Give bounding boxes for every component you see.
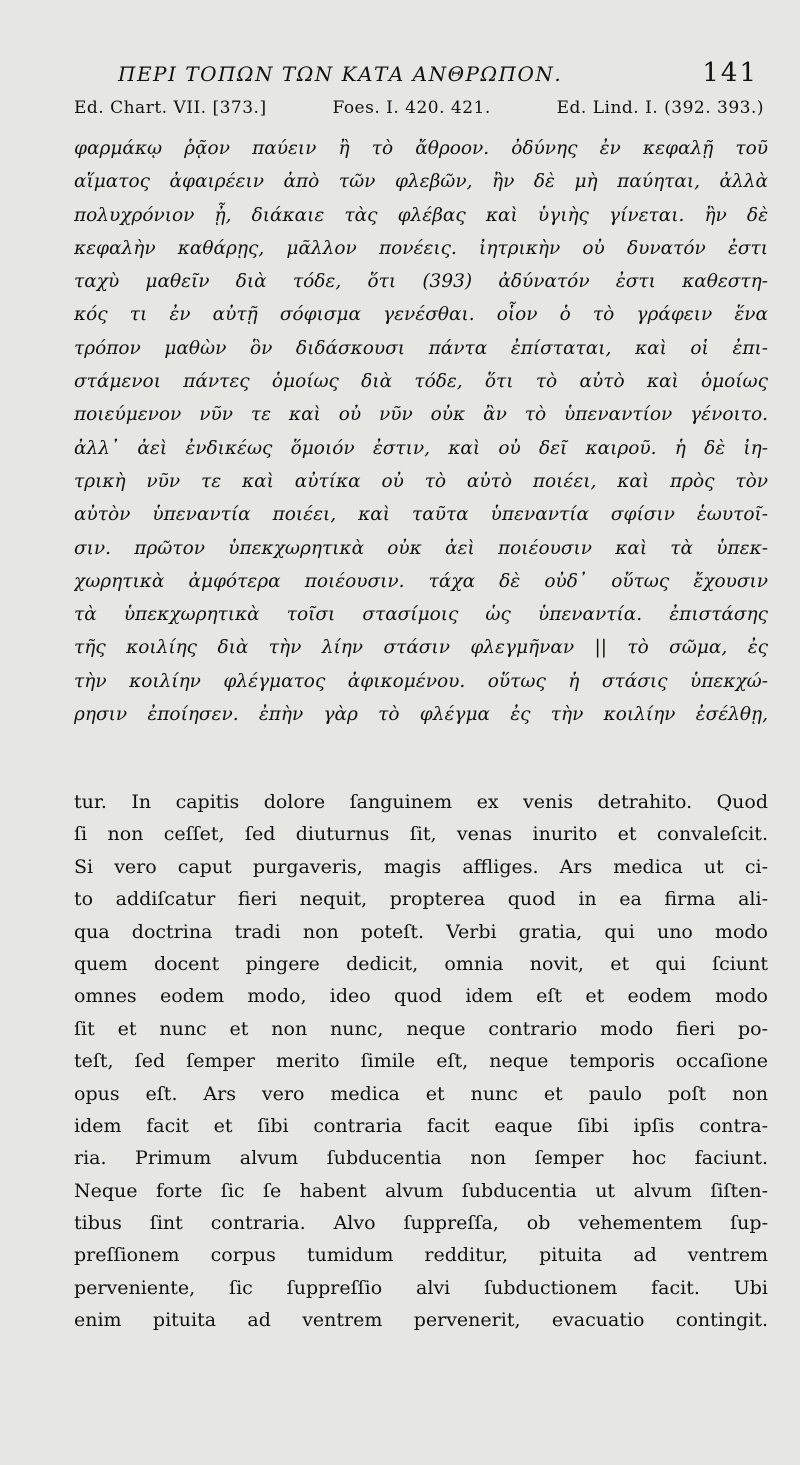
greek-line: στάμενοι πάντες ὁμοίως διὰ τόδε, ὅτι τὸ αὐτὸ καὶ ὁμοίως — [74, 371, 768, 393]
greek-text-block — [74, 132, 768, 731]
page-number: 141 — [702, 58, 758, 88]
greek-line: χωρητικὰ ἀμφότερα ποιέουσιν. τάχα δὲ οὐδ᾽ οὕτως ἔχουσιν — [74, 570, 768, 592]
page-header — [118, 58, 758, 94]
latin-line: preſſionem corpus tumidum redditur, pituita ad ventrem — [74, 1244, 768, 1267]
greek-line: τὰ ὑπεκχωρητικὰ τοῖσι στασίμοις ὡς ὑπεναντία. ἐπιστάσης — [74, 604, 768, 626]
latin-line: idem facit et ſibi contraria facit eaque ſibi ipſis contra- — [74, 1114, 768, 1137]
greek-line: τρικὴ νῦν τε καὶ αὐτίκα οὐ τὸ αὐτὸ ποιέει, καὶ πρὸς τὸν — [74, 470, 768, 492]
edition-linden: Ed. Lind. I. (392. 393.) — [556, 98, 764, 118]
latin-line: perveniente, ſic ſuppreſſio alvi ſubductionem facit. Ubi — [74, 1276, 768, 1299]
latin-line: ſi non ceſſet, ſed diuturnus ſit, venas inurito et convaleſcit. — [74, 823, 768, 846]
latin-line: to addiſcatur fieri nequit, propterea quod in ea firma ali- — [74, 888, 768, 911]
greek-line: σιν. πρῶτον ὑπεκχωρητικὰ οὐκ ἀεὶ ποιέουσιν καὶ τὰ ὑπεκ- — [74, 537, 768, 559]
latin-line: enim pituita ad ventrem pervenerit, evacuatio contingit. — [74, 1309, 768, 1332]
edition-chartier: Ed. Chart. VII. [373.] — [74, 98, 267, 118]
greek-line: πολυχρόνιον ᾖ, διάκαιε τὰς φλέβας καὶ ὑγιὴς γίνεται. ἢν δὲ — [74, 204, 768, 226]
edition-foesius: Foes. I. 420. 421. — [332, 98, 491, 118]
latin-line: ſit et nunc et non nunc, neque contrario modo fieri po- — [74, 1017, 768, 1040]
greek-line: κεφαλὴν καθάρῃς, μᾶλλον πονέεις. ἰητρικὴν οὐ δυνατόν ἐστι — [74, 237, 768, 259]
greek-line: ἀλλ᾽ ἀεὶ ἐνδικέως ὅμοιόν ἐστιν, καὶ οὐ δεῖ καιροῦ. ἡ δὲ ἰη- — [74, 437, 768, 459]
edition-references — [74, 98, 764, 118]
latin-line: opus eſt. Ars vero medica et nunc et paulo poſt non — [74, 1082, 768, 1105]
latin-line: quem docent pingere dedicit, omnia novit, et qui ſciunt — [74, 952, 768, 975]
latin-line: teſt, ſed ſemper merito ſimile eſt, neque temporis occaſione — [74, 1050, 768, 1073]
greek-line: φαρμάκῳ ῥᾷον παύειν ἢ τὸ ἄθροον. ὀδύνης ἐν κεφαλῇ τοῦ — [74, 138, 768, 159]
latin-text-block — [74, 786, 768, 1337]
latin-line: tibus ſint contraria. Alvo ſuppreſſa, ob vehementem ſup- — [74, 1212, 768, 1235]
greek-line: ταχὺ μαθεῖν διὰ τόδε, ὅτι (393) ἀδύνατόν ἐστι καθεστη- — [74, 271, 768, 293]
running-title: ΠΕΡΙ ΤΟΠΩΝ ΤΩΝ ΚΑΤΑ ΑΝΘΡΩΠΟΝ. — [118, 62, 563, 86]
latin-line: qua doctrina tradi non poteſt. Verbi gratia, qui uno modo — [74, 920, 768, 943]
greek-line: τὴν κοιλίην φλέγματος ἀφικομένου. οὕτως ἡ στάσις ὑπεκχώ- — [74, 670, 768, 692]
greek-line: τρόπον μαθὼν ὃν διδάσκουσι πάντα ἐπίσταται, καὶ οἱ ἐπι- — [74, 337, 768, 359]
latin-line: tur. In capitis dolore ſanguinem ex venis detrahito. Quod — [74, 791, 768, 813]
latin-line: Si vero caput purgaveris, magis affliges. Ars medica ut ci- — [74, 855, 768, 878]
latin-line: Neque forte ſic ſe habent alvum ſubducentia ut alvum ſiſten- — [74, 1179, 768, 1202]
greek-line: τῆς κοιλίης διὰ τὴν λίην στάσιν φλεγμῆναν || τὸ σῶμα, ἐς — [74, 637, 768, 659]
greek-line: κός τι ἐν αὐτῇ σόφισμα γενέσθαι. οἷον ὁ τὸ γράφειν ἕνα — [74, 304, 768, 326]
greek-line: αἵματος ἀφαιρέειν ἀπὸ τῶν φλεβῶν, ἢν δὲ μὴ παύηται, ἀλλὰ — [74, 171, 768, 193]
latin-line: ria. Primum alvum ſubducentia non ſemper hoc faciunt. — [74, 1147, 768, 1170]
greek-line: ποιεύμενον νῦν τε καὶ οὐ νῦν οὐκ ἂν τὸ ὑπεναντίον γένοιτο. — [74, 404, 768, 426]
greek-line: ρησιν ἐποίησεν. ἐπὴν γὰρ τὸ φλέγμα ἐς τὴν κοιλίην ἐσέλθῃ, — [74, 704, 768, 726]
latin-line: omnes eodem modo, ideo quod idem eſt et eodem modo — [74, 985, 768, 1008]
greek-line: αὐτὸν ὑπεναντία ποιέει, καὶ ταῦτα ὑπεναντία σφίσιν ἑωυτοῖ- — [74, 504, 768, 526]
